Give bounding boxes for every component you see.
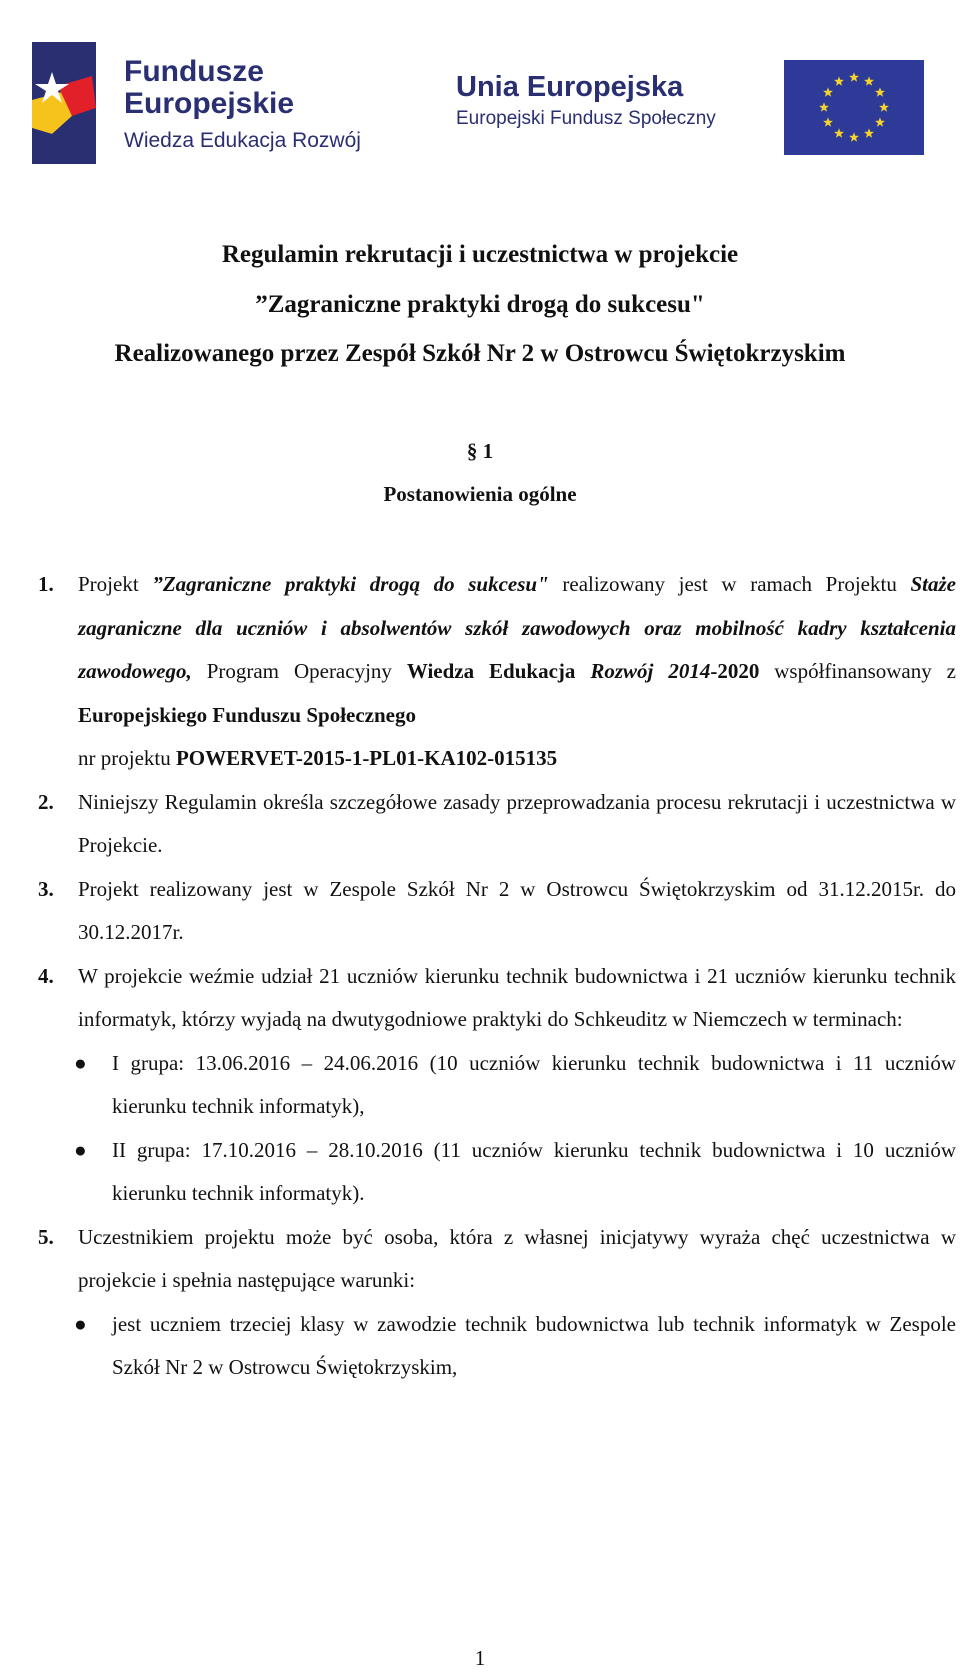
- item-number: 3.: [38, 876, 54, 901]
- item-text: Projekt realizowany jest w Zespole Szkół Nr 2 w Ostrowcu Świętokrzyskim od 31.12.2015r. do 30.12.2017r.: [78, 876, 956, 944]
- bullet-text: II grupa: 17.10.2016 – 28.10.2016 (11 uczniów kierunku technik budownictwa i 10 uczniów kierunku technik informatyk).: [112, 1137, 956, 1205]
- bullet-text: I grupa: 13.06.2016 – 24.06.2016 (10 uczniów kierunku technik budownictwa i 11 uczniów kierunku technik informatyk),: [112, 1050, 956, 1118]
- item-number: 4.: [38, 963, 54, 988]
- item-text: Niniejszy Regulamin określa szczegółowe zasady przeprowadzania procesu rekrutacji i uczestnictwa w Projekcie.: [78, 789, 956, 857]
- bullet-item: [38, 1042, 956, 1129]
- fe-logo-line2: Europejskie: [124, 87, 295, 120]
- item-text: W projekcie weźmie udział 21 uczniów kierunku technik budownictwa i 21 uczniów kierunku technik informatyk, którzy wyjadą na dwutygodniowe praktyki do Schkeuditz w Niemczech w terminach:: [78, 963, 956, 1031]
- item1-text-f: Wiedza Edukacja: [406, 659, 591, 683]
- item1-text-e: Program Operacyjny: [191, 659, 407, 683]
- list-item-3: [38, 868, 956, 955]
- bullet-icon: ●: [74, 1311, 87, 1336]
- fe-logo-line1: Fundusze: [124, 55, 264, 88]
- fund-name: Europejskiego Funduszu Społecznego: [78, 702, 416, 727]
- section-symbol: § 1: [466, 439, 494, 463]
- project-number: POWERVET-2015-1-PL01-KA102-015135: [175, 746, 558, 770]
- fundusze-europejskie-logo: [30, 38, 370, 168]
- list-item-4: [38, 955, 956, 1042]
- regulations-list: [38, 563, 956, 1390]
- list-item-1: [38, 563, 956, 781]
- item1-text-m: nr projektu: [78, 746, 176, 770]
- bullet-item: [38, 1303, 956, 1390]
- page-number: 1: [474, 1646, 486, 1670]
- ue-logo-line1: Unia Europejska: [456, 71, 684, 103]
- bullet-text: jest uczniem trzeciej klasy w zawodzie technik budownictwa lub technik informatyk w Zespole Szkół Nr 2 w Ostrowcu Świętokrzyskim,: [112, 1311, 956, 1379]
- item-number: 1.: [38, 572, 54, 596]
- document-title-line3: Realizowanego przez Zespół Szkół Nr 2 w Ostrowcu Świętokrzyskim: [114, 340, 846, 367]
- program-name: Staże zagraniczne dla uczniów i absolwentów szkół zawodowych oraz mobilność kadry kształcenia zawodowego,: [78, 572, 956, 683]
- document-title-line2: ”Zagraniczne praktyki drogą do sukcesu": [255, 291, 705, 318]
- fe-logo-line3: Wiedza Edukacja Rozwój: [124, 129, 361, 152]
- item-text: Uczestnikiem projektu może być osoba, która z własnej inicjatywy wyraża chęć uczestnictwa w projekcie i spełnia następujące warunki:: [78, 1224, 956, 1292]
- list-item-5: [38, 1216, 956, 1303]
- ue-logo-line2: Europejski Fundusz Społeczny: [456, 108, 716, 129]
- bullet-icon: ●: [74, 1050, 87, 1075]
- eu-flag-icon: [784, 60, 924, 155]
- document-title-line1: Regulamin rekrutacji i uczestnictwa w projekcie: [221, 241, 739, 268]
- item-number: 5.: [38, 1224, 54, 1249]
- bullet-icon: ●: [74, 1137, 87, 1162]
- list-item-2: [38, 781, 956, 868]
- item1-text-g: Rozwój 2014: [590, 659, 711, 683]
- item1-text-h: -2020: [710, 659, 760, 683]
- project-name: ”Zagraniczne praktyki drogą do sukcesu": [152, 572, 549, 596]
- unia-europejska-logo: [456, 70, 716, 134]
- item1-text-c: realizowany jest w ramach Projektu: [548, 572, 911, 596]
- item1-text-k: współfinansowany z: [759, 659, 956, 683]
- section-heading: Postanowienia ogólne: [383, 482, 577, 506]
- bullet-item: [38, 1129, 956, 1216]
- fe-star-logo-icon: [32, 42, 96, 164]
- item-number: 2.: [38, 789, 54, 814]
- item1-text-a: Projekt: [78, 572, 153, 596]
